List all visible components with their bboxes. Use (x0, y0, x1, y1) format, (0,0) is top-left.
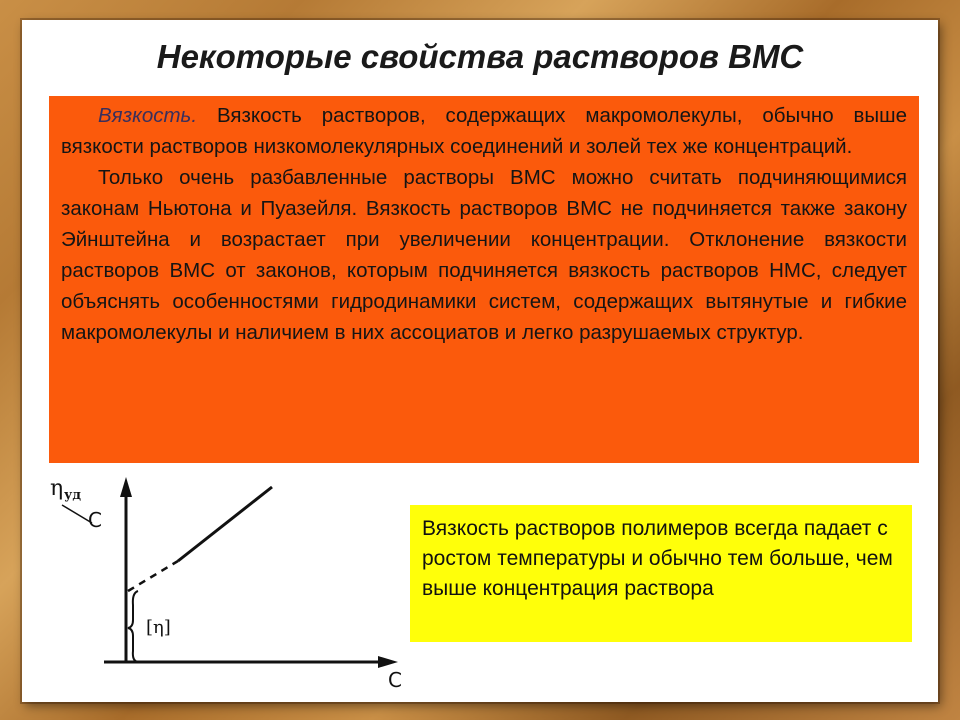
viscosity-text-box (49, 96, 919, 463)
y-axis-arrow (120, 477, 132, 497)
intercept-brace (128, 591, 138, 662)
viscosity-concentration-graph (40, 465, 420, 705)
paragraph1-text: Вязкость растворов, содержащих макромолекулы, обычно выше вязкости растворов низкомолекулярных соединений и золей тех же концентраций. (61, 104, 907, 158)
y-axis-label-symbol: η (50, 476, 64, 501)
x-axis-label: C (388, 668, 402, 692)
slide-title: Некоторые свойства растворов ВМС (156, 38, 804, 75)
paragraph-viscosity-definition (61, 100, 907, 162)
paragraph-viscosity-laws: Только очень разбавленные растворы ВМС можно считать подчиняющимися законам Ньютона и Пуазейля. Вязкость растворов ВМС не подчиняется также закону Эйнштейна и возрастает при увеличении концентрации. Отклонение вязкости растворов ВМС от законов, которым подчиняется вязкость растворов НМС, следует объяснять особенностями гидродинамики систем, содержащих вытянутые и гибкие макромолекулы и наличием в них ассоциатов и легко разрушаемых структур. (61, 166, 907, 344)
data-line (178, 487, 272, 561)
x-axis-arrow (378, 656, 398, 668)
intercept-label: [η] (146, 617, 171, 638)
y-axis-label-subscript: уд (64, 488, 81, 503)
extrapolation-dashed-line (128, 561, 178, 591)
term-viscosity: Вязкость. (98, 104, 198, 127)
y-axis-label-denominator: C (88, 508, 102, 532)
temperature-note-box (410, 505, 912, 642)
temperature-note-text: Вязкость растворов полимеров всегда падает с ростом температуры и обычно тем больше, чем выше концентрация раствора (422, 517, 893, 600)
